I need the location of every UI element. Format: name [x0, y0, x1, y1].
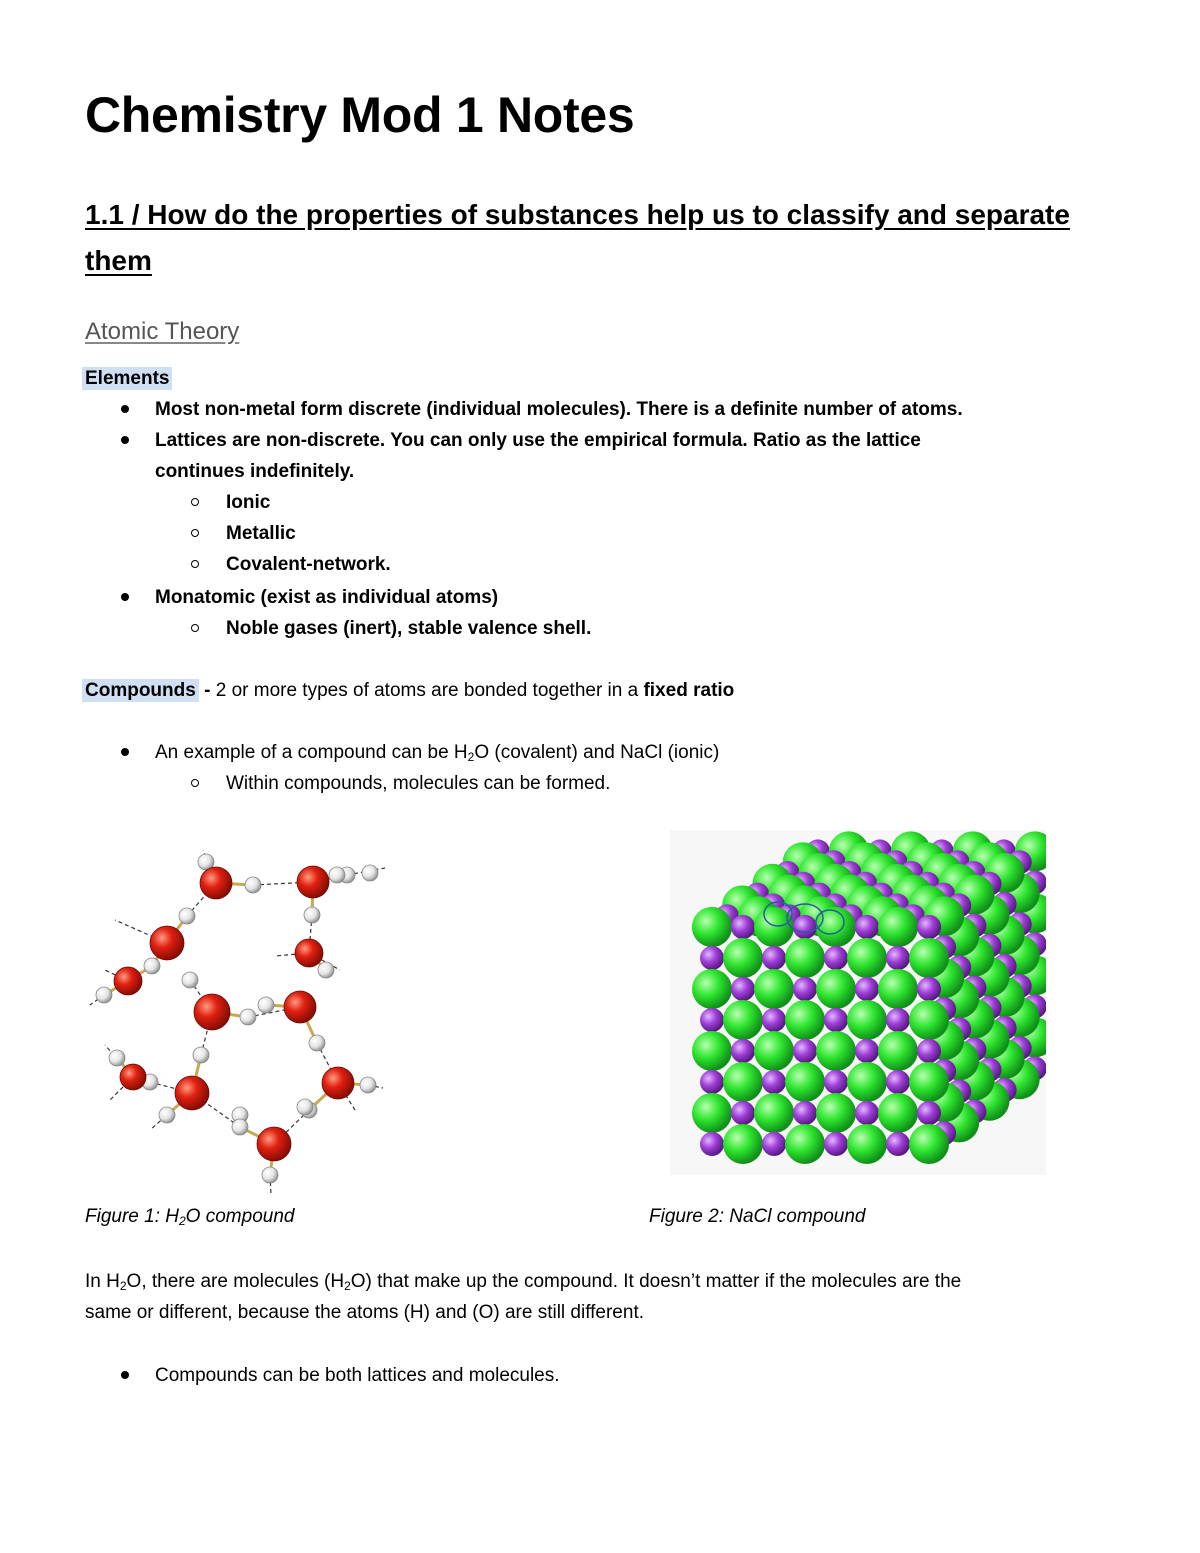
- sub-item-ionic: Ionic: [226, 492, 271, 513]
- chloride-ion: [847, 1000, 887, 1040]
- bullet-discrete: Most non-metal form discrete (individual molecules). There is a definite number of atoms.: [155, 399, 963, 420]
- chloride-ion: [847, 938, 887, 978]
- para-text: O) that make up the compound. It doesn’t matter if the molecules are the: [350, 1271, 962, 1292]
- chloride-ion: [723, 1062, 763, 1102]
- sub-bullet-icon: [191, 529, 199, 537]
- hydrogen-atom: [179, 908, 195, 924]
- caption1-post: O compound: [185, 1206, 295, 1227]
- sub-bullet-icon: [191, 624, 199, 632]
- elements-label: Elements: [82, 367, 172, 390]
- chloride-ion: [847, 1062, 887, 1102]
- para-text: In H: [85, 1271, 120, 1292]
- chloride-ion: [754, 1031, 794, 1071]
- paragraph-line2: same or different, because the atoms (H) and (O) are still different.: [85, 1302, 644, 1323]
- chloride-ion: [692, 969, 732, 1009]
- hydrogen-atom: [182, 972, 198, 988]
- compounds-desc: 2 or more types of atoms are bonded together in a: [215, 680, 644, 701]
- chloride-ion: [816, 969, 856, 1009]
- chloride-ion: [816, 1031, 856, 1071]
- sodium-ion: [855, 1039, 879, 1063]
- hydrogen-atom: [109, 1050, 125, 1066]
- bullet-lattices-line1: Lattices are non-discrete. You can only use the empirical formula. Ratio as the lattice: [155, 430, 921, 451]
- figure-water-molecules: [85, 830, 395, 1200]
- hydrogen-atom: [262, 1167, 278, 1183]
- sodium-ion: [886, 1132, 910, 1156]
- bullet-icon: [121, 405, 129, 413]
- hydrogen-atom: [193, 1047, 209, 1063]
- oxygen-atom: [297, 866, 329, 898]
- oxygen-atom: [295, 939, 323, 967]
- sodium-ion: [762, 1132, 786, 1156]
- sub-item-noble: Noble gases (inert), stable valence shell.: [226, 618, 592, 639]
- oxygen-atom: [120, 1064, 146, 1090]
- sub-item-covalent: Covalent-network.: [226, 554, 391, 575]
- sodium-ion: [793, 1101, 817, 1125]
- compounds-dash: -: [198, 680, 216, 701]
- chloride-ion: [723, 1124, 763, 1164]
- para-subscript: 2: [119, 1279, 127, 1293]
- compounds-definition: [85, 675, 734, 706]
- sodium-ion: [731, 1039, 755, 1063]
- sodium-ion: [700, 1132, 724, 1156]
- oxygen-atom: [284, 991, 316, 1023]
- sodium-ion: [917, 915, 941, 939]
- sodium-ion: [855, 915, 879, 939]
- caption-figure-1: [85, 1206, 294, 1228]
- caption-figure-2: Figure 2: NaCl compound: [649, 1206, 866, 1227]
- sub-item-within-compounds: Within compounds, molecules can be formed.: [226, 773, 611, 794]
- chloride-ion: [692, 1093, 732, 1133]
- sodium-ion: [700, 1070, 724, 1094]
- paragraph-line1: [85, 1266, 961, 1297]
- compounds-label: Compounds: [82, 679, 199, 702]
- sodium-ion: [793, 1039, 817, 1063]
- hydrogen-atom: [362, 865, 378, 881]
- oxygen-atom: [257, 1127, 291, 1161]
- bullet-monatomic: Monatomic (exist as individual atoms): [155, 587, 499, 608]
- subheading-atomic-theory: Atomic Theory: [85, 318, 240, 345]
- chloride-ion: [909, 1062, 949, 1102]
- sodium-ion: [731, 915, 755, 939]
- chloride-ion: [909, 1124, 949, 1164]
- sodium-ion: [700, 946, 724, 970]
- para-subscript: 2: [344, 1279, 351, 1293]
- sodium-ion: [917, 977, 941, 1001]
- chloride-ion: [723, 938, 763, 978]
- sub-bullet-icon: [191, 498, 199, 506]
- sub-bullet-icon: [191, 779, 199, 787]
- caption1-pre: Figure 1: H: [85, 1206, 179, 1227]
- hydrogen-atom: [304, 907, 320, 923]
- sodium-ion: [762, 1070, 786, 1094]
- sodium-ion: [917, 1101, 941, 1125]
- chloride-ion: [878, 1031, 918, 1071]
- chloride-ion: [785, 938, 825, 978]
- sodium-ion: [855, 977, 879, 1001]
- section-heading: 1.1 / How do the properties of substances help us to classify and separate them: [85, 199, 1070, 276]
- bullet-icon: [121, 436, 129, 444]
- chloride-ion: [909, 1000, 949, 1040]
- oxygen-atom: [194, 994, 230, 1030]
- bullet-icon: [121, 593, 129, 601]
- chloride-ion: [754, 969, 794, 1009]
- bullet-lattices-line2: continues indefinitely.: [155, 461, 355, 482]
- sub-bullet-icon: [191, 560, 199, 568]
- sodium-ion: [886, 1070, 910, 1094]
- hydrogen-atom: [258, 997, 274, 1013]
- oxygen-atom: [175, 1076, 209, 1110]
- hydrogen-atom: [329, 867, 345, 883]
- hydrogen-atom: [96, 987, 112, 1003]
- chloride-ion: [723, 1000, 763, 1040]
- example-post: O (covalent) and NaCl (ionic): [474, 742, 720, 763]
- chloride-ion: [785, 1000, 825, 1040]
- chloride-ion: [878, 907, 918, 947]
- sodium-ion: [824, 1008, 848, 1032]
- figure-nacl-lattice: [670, 830, 1046, 1175]
- caption1-subscript: 2: [178, 1214, 186, 1228]
- sodium-ion: [731, 1101, 755, 1125]
- sodium-ion: [824, 1132, 848, 1156]
- oxygen-atom: [150, 926, 184, 960]
- chloride-ion: [816, 1093, 856, 1133]
- sodium-ion: [731, 977, 755, 1001]
- chloride-ion: [878, 969, 918, 1009]
- bullet-compound-example: [155, 737, 719, 768]
- chloride-ion: [909, 938, 949, 978]
- chloride-ion: [754, 1093, 794, 1133]
- hydrogen-atom: [245, 877, 261, 893]
- para-text: O, there are molecules (H: [126, 1271, 345, 1292]
- example-pre: An example of a compound can be H: [155, 742, 468, 763]
- sodium-ion: [824, 1070, 848, 1094]
- chloride-ion: [785, 1062, 825, 1102]
- oxygen-atom: [322, 1067, 354, 1099]
- chloride-ion: [692, 1031, 732, 1071]
- sodium-ion: [762, 1008, 786, 1032]
- hydrogen-atom: [159, 1107, 175, 1123]
- sodium-ion: [700, 1008, 724, 1032]
- bullet-icon: [121, 1371, 129, 1379]
- hydrogen-atom: [318, 962, 334, 978]
- chloride-ion: [692, 907, 732, 947]
- sodium-ion: [917, 1039, 941, 1063]
- hydrogen-atom: [232, 1119, 248, 1135]
- bullet-lattices-and-molecules: Compounds can be both lattices and molecules.: [155, 1365, 560, 1386]
- hydrogen-atom: [297, 1099, 313, 1115]
- page-title: Chemistry Mod 1 Notes: [85, 87, 635, 143]
- bullet-icon: [121, 748, 129, 756]
- hydrogen-atom: [240, 1009, 256, 1025]
- oxygen-atom: [200, 867, 232, 899]
- sodium-ion: [762, 946, 786, 970]
- sodium-ion: [793, 915, 817, 939]
- sodium-ion: [824, 946, 848, 970]
- compounds-fixed-ratio: fixed ratio: [643, 680, 735, 701]
- hydrogen-atom: [360, 1077, 376, 1093]
- chloride-ion: [785, 1124, 825, 1164]
- oxygen-atom: [114, 967, 142, 995]
- chloride-ion: [878, 1093, 918, 1133]
- hydrogen-atom: [309, 1035, 325, 1051]
- subscript: 2: [467, 750, 475, 764]
- sodium-ion: [855, 1101, 879, 1125]
- elements-label-line: [85, 363, 172, 394]
- sub-item-metallic: Metallic: [226, 523, 296, 544]
- sodium-ion: [886, 1008, 910, 1032]
- hydrogen-atom: [144, 958, 160, 974]
- sodium-ion: [886, 946, 910, 970]
- chloride-ion: [847, 1124, 887, 1164]
- sodium-ion: [793, 977, 817, 1001]
